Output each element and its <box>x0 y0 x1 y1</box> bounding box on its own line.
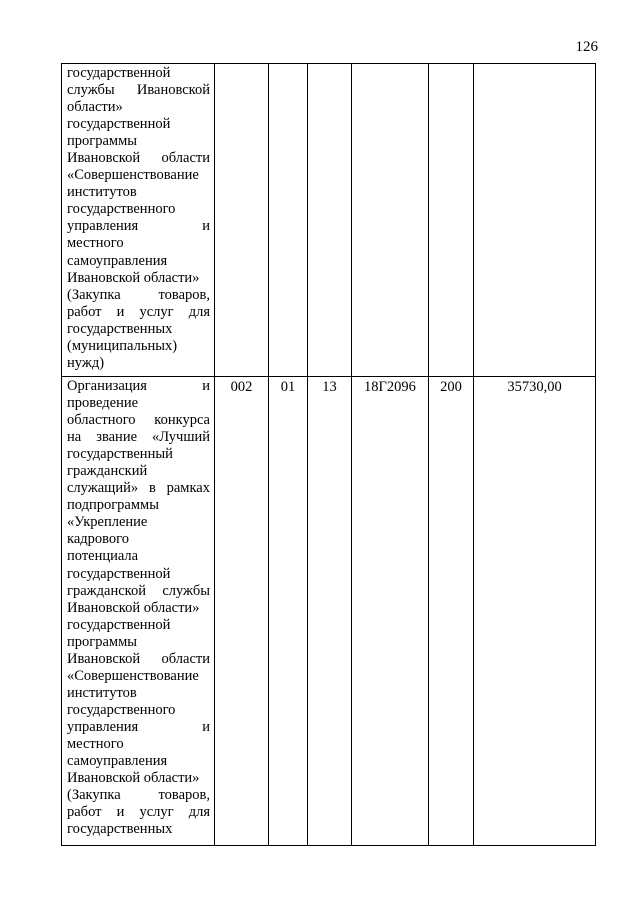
target-article-code <box>352 64 429 377</box>
description-line: управления и <box>67 718 210 735</box>
description-line: работ и услуг для <box>67 303 210 320</box>
section-code: 01 <box>269 377 308 846</box>
description-line: «Укрепление <box>67 514 148 531</box>
row-description <box>62 64 215 377</box>
description-line: местного <box>67 235 124 252</box>
ministry-code <box>215 64 269 377</box>
row-description <box>62 377 215 846</box>
description-line: области» <box>67 99 123 116</box>
subsection-code <box>308 64 352 377</box>
expense-type-code <box>429 64 474 377</box>
table-row <box>62 64 596 377</box>
amount <box>474 64 596 377</box>
description-line: государственных <box>67 821 173 838</box>
description-line: самоуправления <box>67 252 168 269</box>
description-line: государственного <box>67 701 176 718</box>
description-line: государственный <box>67 446 173 463</box>
table-row <box>62 377 596 846</box>
description-line: проведение <box>67 395 139 412</box>
amount: 35730,00 <box>474 377 596 846</box>
description-line: государственного <box>67 201 176 218</box>
page-number: 126 <box>575 39 598 55</box>
description-line: «Совершенствование <box>67 167 199 184</box>
description-line: Ивановской области» <box>67 599 200 616</box>
description-line: гражданский <box>67 463 148 480</box>
description-line: на звание «Лучший <box>67 429 210 446</box>
description-line: Ивановской области <box>67 650 210 667</box>
description-line: областного конкурса <box>67 412 210 429</box>
description-line: институтов <box>67 184 137 201</box>
description-line: потенциала <box>67 548 139 565</box>
description-line: Ивановской области» <box>67 269 200 286</box>
description-line: Организация и <box>67 378 210 394</box>
description-line: (Закупка товаров, <box>67 787 210 804</box>
ministry-code: 002 <box>215 377 269 846</box>
description-line: кадрового <box>67 531 129 548</box>
description-line: Ивановской области» <box>67 770 200 787</box>
description-line: государственной <box>67 616 171 633</box>
description-line: самоуправления <box>67 753 168 770</box>
description-line: службы Ивановской <box>67 82 210 99</box>
target-article-code: 18Г2096 <box>352 377 429 846</box>
description-line: «Совершенствование <box>67 667 199 684</box>
description-line: государственной <box>67 116 171 133</box>
description-line: (муниципальных) <box>67 337 178 354</box>
description-line: служащий» в рамках <box>67 480 210 497</box>
description-line: институтов <box>67 684 137 701</box>
description-line: местного <box>67 735 124 752</box>
description-line: Ивановской области <box>67 150 210 167</box>
description-line: работ и услуг для <box>67 804 210 821</box>
description-line: программы <box>67 133 137 150</box>
description-line: государственных <box>67 320 173 337</box>
description-line: гражданской службы <box>67 582 210 599</box>
description-line: государственной <box>67 565 171 582</box>
section-code <box>269 64 308 377</box>
description-line: нужд) <box>67 354 105 371</box>
expense-type-code: 200 <box>429 377 474 846</box>
description-line: подпрограммы <box>67 497 159 514</box>
budget-table <box>61 63 596 846</box>
description-line: государственной <box>67 65 171 81</box>
subsection-code: 13 <box>308 377 352 846</box>
table-body <box>62 64 596 846</box>
description-line: управления и <box>67 218 210 235</box>
description-line: программы <box>67 633 137 650</box>
description-line: (Закупка товаров, <box>67 286 210 303</box>
